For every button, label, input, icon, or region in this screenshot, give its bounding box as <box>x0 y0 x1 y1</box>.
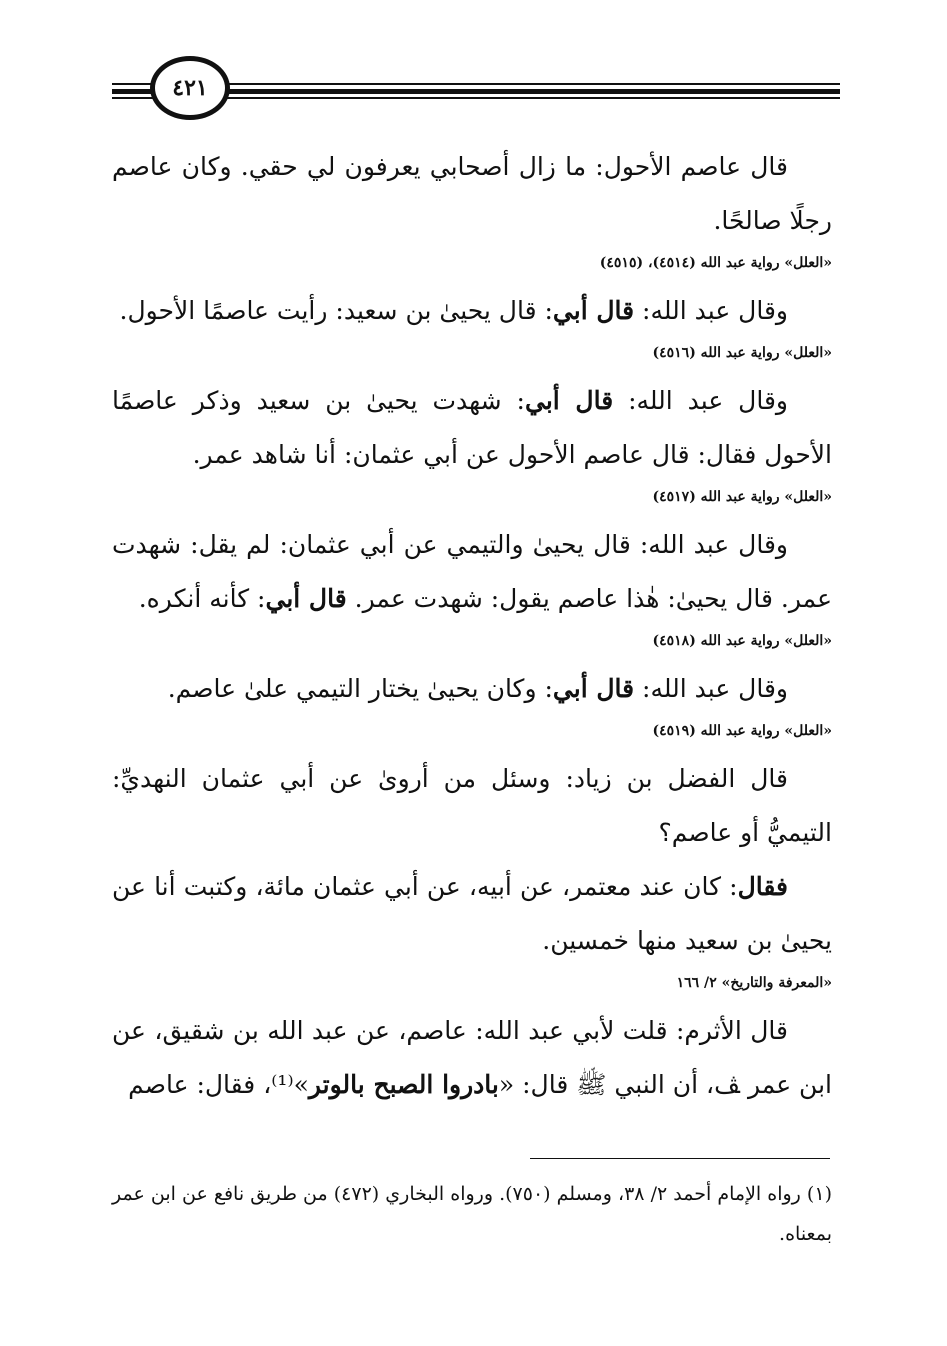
bold-phrase: قال أبي <box>524 386 614 415</box>
source-citation: «المعرفة والتاريخ» ٢/ ١٦٦ <box>676 975 832 991</box>
paragraph: قال الفضل بن زياد: وسئل من أروىٰ عن أبي عثمان النهديِّ: التيميُّ أو عاصم؟ <box>112 764 832 847</box>
source-citation: «العلل» رواية عبد الله (٤٥١٧) <box>652 489 832 505</box>
source-citation: «العلل» رواية عبد الله (٤٥١٨) <box>652 633 832 649</box>
paragraph <box>112 1004 832 1112</box>
text-run: : كان عند معتمر، عن أبيه، عن أبي عثمان مائة، وكتبت أنا عن يحيىٰ بن سعيد منها خمسين. <box>112 872 832 955</box>
text-run: قال الأثرم: قلت لأبي عبد الله: عاصم، عن عبد الله بن شقيق، عن ابن عمر ﭫ، أن النبي ﷺ قال: « <box>112 1016 832 1099</box>
bold-phrase: فقال <box>737 872 788 901</box>
page-number: ٤٢١ <box>150 56 230 120</box>
text-run: وقال عبد الله: <box>634 674 788 703</box>
footnote-separator <box>530 1158 830 1159</box>
text-run: : قال يحيىٰ بن سعيد: رأيت عاصمًا الأحول. <box>119 296 553 325</box>
paragraph <box>112 518 832 626</box>
text-run: وقال عبد الله: <box>634 296 788 325</box>
bold-phrase: قال أبي <box>552 296 635 325</box>
source-citation: «العلل» رواية عبد الله (٤٥١٦) <box>652 345 832 361</box>
text-run: : شهدت يحيىٰ بن سعيد وذكر عاصمًا الأحول فقال: قال عاصم الأحول عن أبي عثمان: أنا شاهد عمر. <box>112 386 832 469</box>
text-run: وقال عبد الله: <box>613 386 788 415</box>
bold-phrase: قال أبي <box>552 674 635 703</box>
text-run: »⁽¹⁾، فقال: عاصم <box>128 1070 309 1099</box>
footnote: (١) رواه الإمام أحمد ٢/ ٣٨، ومسلم (٧٥٠). ورواه البخاري (٤٧٢) من طريق نافع عن ابن عمر بمعناه. <box>112 1183 832 1245</box>
paragraph <box>112 284 832 338</box>
bold-phrase: بادروا الصبح بالوتر <box>308 1070 499 1099</box>
paragraph: قال عاصم الأحول: ما زال أصحابي يعرفون لي حقي. وكان عاصم رجلًا صالحًا. <box>112 152 832 235</box>
paragraph <box>112 662 832 716</box>
paragraph <box>112 860 832 968</box>
text-run: : وكان يحيىٰ يختار التيمي علىٰ عاصم. <box>167 674 553 703</box>
page-header <box>112 56 840 120</box>
source-citation: «العلل» رواية عبد الله (٤٥١٤)، (٤٥١٥) <box>599 255 832 271</box>
source-citation: «العلل» رواية عبد الله (٤٥١٩) <box>652 723 832 739</box>
paragraph <box>112 374 832 482</box>
page-body <box>112 140 832 1112</box>
bold-phrase: قال أبي <box>265 584 347 613</box>
text-run: وقال عبد الله: قال يحيىٰ والتيمي عن أبي عثمان: لم يقل: شهدت عمر. قال يحيىٰ: هٰذا عاصم يقول: شهدت عمر. <box>112 530 832 613</box>
text-run: : كأنه أنكره. <box>138 584 266 613</box>
